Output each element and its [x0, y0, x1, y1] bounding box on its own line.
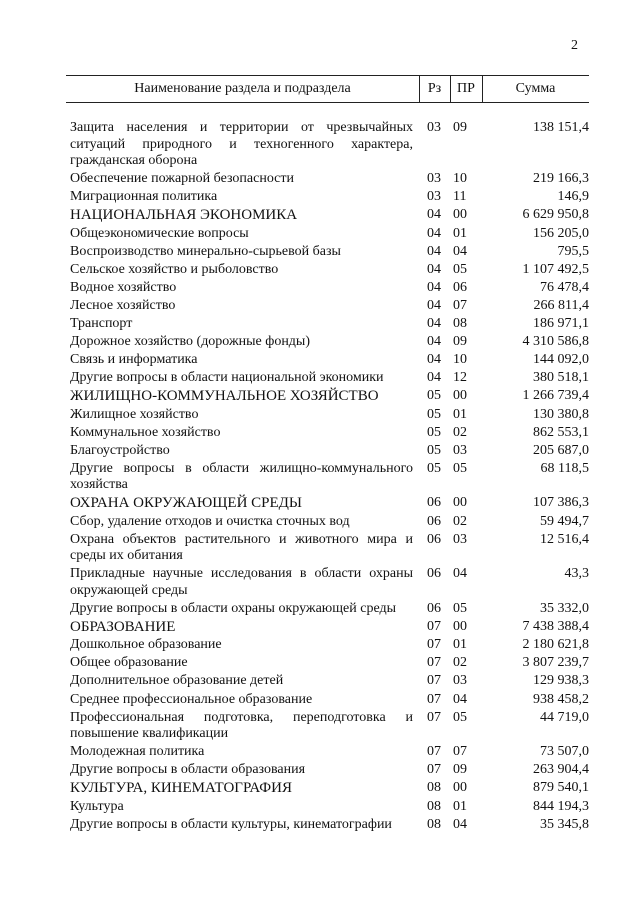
row-pr: 09 — [453, 334, 467, 350]
row-pr: 12 — [453, 370, 467, 386]
table-row — [66, 744, 589, 761]
table-body — [66, 120, 589, 833]
row-pr: 01 — [453, 225, 467, 241]
row-rz: 04 — [427, 297, 441, 313]
row-pr: 07 — [453, 297, 467, 313]
page-number: 2 — [571, 38, 578, 53]
row-sum: 35 345,8 — [540, 816, 589, 832]
table-row — [66, 171, 589, 188]
row-pr: 00 — [453, 207, 467, 223]
row-name: Обеспечение пожарной безопасности — [70, 171, 295, 187]
row-name: ЖИЛИЩНО-КОММУНАЛЬНОЕ ХОЗЯЙСТВО — [70, 388, 379, 405]
row-pr: 08 — [453, 316, 467, 332]
row-rz: 06 — [427, 513, 441, 529]
row-name: Культура — [70, 798, 124, 814]
table-row — [66, 425, 589, 442]
budget-table — [66, 75, 589, 835]
row-name: Связь и информатика — [70, 352, 198, 368]
row-rz: 04 — [427, 334, 441, 350]
row-pr: 03 — [453, 442, 467, 458]
row-name: Другие вопросы в области культуры, кинематографии — [70, 816, 392, 832]
row-name: Транспорт — [70, 316, 133, 332]
row-sum: 76 478,4 — [540, 279, 589, 295]
row-pr: 00 — [453, 388, 467, 404]
row-name: Сбор, удаление отходов и очистка сточных вод — [70, 513, 350, 529]
row-sum: 7 438 388,4 — [522, 619, 589, 635]
row-rz: 03 — [427, 189, 441, 205]
row-sum: 205 687,0 — [533, 442, 589, 458]
row-pr: 00 — [453, 780, 467, 796]
row-pr: 02 — [453, 513, 467, 529]
row-rz: 07 — [427, 673, 441, 689]
row-sum: 44 719,0 — [540, 709, 589, 725]
table-row — [66, 817, 589, 834]
row-name: Другие вопросы в области образования — [70, 762, 306, 778]
row-sum: 156 205,0 — [533, 225, 589, 241]
row-name: Водное хозяйство — [70, 279, 177, 295]
row-rz: 04 — [427, 243, 441, 259]
row-name: Охрана объектов растительного и животного мира и среды их обитания — [70, 531, 413, 564]
table-row — [66, 799, 589, 816]
row-rz: 08 — [427, 780, 441, 796]
row-sum: 73 507,0 — [540, 744, 589, 760]
row-pr: 04 — [453, 566, 467, 582]
row-sum: 68 118,5 — [540, 460, 589, 476]
row-sum: 12 516,4 — [540, 531, 589, 547]
table-row — [66, 673, 589, 690]
row-rz: 04 — [427, 225, 441, 241]
row-name: Воспроизводство минерально-сырьевой базы — [70, 243, 341, 259]
table-header — [66, 75, 589, 103]
row-pr: 10 — [453, 352, 467, 368]
row-rz: 06 — [427, 566, 441, 582]
table-row — [66, 226, 589, 243]
row-pr: 04 — [453, 243, 467, 259]
row-name: Миграционная политика — [70, 189, 218, 205]
table-row — [66, 189, 589, 206]
row-pr: 01 — [453, 637, 467, 653]
row-sum: 138 151,4 — [533, 120, 589, 135]
row-rz: 03 — [427, 171, 441, 187]
row-pr: 03 — [453, 531, 467, 547]
row-sum: 263 904,4 — [533, 762, 589, 778]
row-rz: 04 — [427, 261, 441, 277]
row-sum: 146,9 — [557, 189, 589, 205]
table-row — [66, 692, 589, 709]
row-sum: 186 971,1 — [533, 316, 589, 332]
row-sum: 862 553,1 — [533, 424, 589, 440]
table-row — [66, 280, 589, 297]
row-name: Сельское хозяйство и рыболовство — [70, 261, 279, 277]
row-pr: 05 — [453, 601, 467, 617]
row-sum: 844 194,3 — [533, 798, 589, 814]
row-sum: 130 380,8 — [533, 406, 589, 422]
row-name: Другие вопросы в области охраны окружающей среды — [70, 601, 396, 617]
row-name: Другие вопросы в области национальной экономики — [70, 370, 384, 386]
row-rz: 05 — [427, 388, 441, 404]
row-sum: 938 458,2 — [533, 691, 589, 707]
row-name: ОХРАНА ОКРУЖАЮЩЕЙ СРЕДЫ — [70, 495, 302, 512]
table-row — [66, 407, 589, 424]
row-sum: 795,5 — [557, 243, 589, 259]
row-sum: 6 629 950,8 — [522, 207, 589, 223]
header-sum: Сумма — [515, 81, 556, 96]
section-row — [66, 495, 589, 512]
row-name: Профессиональная подготовка, переподготовка и повышение квалификации — [70, 709, 413, 742]
row-rz: 04 — [427, 370, 441, 386]
row-name: Благоустройство — [70, 442, 170, 458]
table-row — [66, 298, 589, 315]
row-rz: 07 — [427, 709, 441, 725]
row-sum: 3 807 239,7 — [522, 655, 589, 671]
row-sum: 144 092,0 — [533, 352, 589, 368]
row-rz: 05 — [427, 460, 441, 476]
row-sum: 1 107 492,5 — [522, 261, 589, 277]
row-sum: 4 310 586,8 — [522, 334, 589, 350]
row-name: НАЦИОНАЛЬНАЯ ЭКОНОМИКА — [70, 207, 298, 224]
row-rz: 04 — [427, 352, 441, 368]
table-row — [66, 244, 589, 261]
row-rz: 07 — [427, 655, 441, 671]
row-name: Жилищное хозяйство — [70, 406, 199, 422]
table-row — [66, 601, 589, 618]
row-name: Другие вопросы в области жилищно-коммунального хозяйства — [70, 460, 413, 493]
row-pr: 03 — [453, 673, 467, 689]
row-name: Коммунальное хозяйство — [70, 424, 221, 440]
table-row — [66, 514, 589, 531]
table-row — [66, 370, 589, 387]
row-sum: 129 938,3 — [533, 673, 589, 689]
table-row — [66, 637, 589, 654]
row-pr: 06 — [453, 279, 467, 295]
row-rz: 06 — [427, 495, 441, 511]
row-rz: 03 — [427, 120, 441, 135]
row-rz: 04 — [427, 279, 441, 295]
row-rz: 05 — [427, 442, 441, 458]
row-pr: 01 — [453, 798, 467, 814]
row-pr: 05 — [453, 709, 467, 725]
row-sum: 35 332,0 — [540, 601, 589, 617]
row-name: Среднее профессиональное образование — [70, 691, 313, 707]
row-rz: 05 — [427, 406, 441, 422]
row-rz: 07 — [427, 762, 441, 778]
section-row — [66, 207, 589, 224]
row-sum: 59 494,7 — [540, 513, 589, 529]
row-sum: 219 166,3 — [533, 171, 589, 187]
row-name: Защита населения и территории от чрезвычайных ситуаций природного и техногенного характера, гражданская оборона — [70, 120, 413, 169]
row-rz: 07 — [427, 619, 441, 635]
row-sum: 266 811,4 — [533, 297, 589, 313]
row-pr: 10 — [453, 171, 467, 187]
table-row — [66, 762, 589, 779]
header-name: Наименование раздела и подраздела — [134, 81, 351, 96]
row-rz: 07 — [427, 637, 441, 653]
row-rz: 06 — [427, 531, 441, 547]
row-rz: 08 — [427, 798, 441, 814]
row-pr: 07 — [453, 744, 467, 760]
section-row — [66, 619, 589, 636]
header-pr: ПР — [457, 81, 475, 96]
row-pr: 02 — [453, 424, 467, 440]
table-row — [66, 120, 589, 170]
table-row — [66, 334, 589, 351]
row-rz: 07 — [427, 744, 441, 760]
row-sum: 879 540,1 — [533, 780, 589, 796]
table-row — [66, 461, 589, 494]
row-name: Общее образование — [70, 655, 188, 671]
row-sum: 380 518,1 — [533, 370, 589, 386]
row-pr: 09 — [453, 762, 467, 778]
row-sum: 1 266 739,4 — [522, 388, 589, 404]
row-rz: 08 — [427, 816, 441, 832]
table-row — [66, 443, 589, 460]
row-name: КУЛЬТУРА, КИНЕМАТОГРАФИЯ — [70, 780, 292, 797]
row-name: Молодежная политика — [70, 744, 205, 760]
row-rz: 04 — [427, 207, 441, 223]
row-name: Дошкольное образование — [70, 637, 222, 653]
row-pr: 05 — [453, 460, 467, 476]
row-pr: 00 — [453, 619, 467, 635]
table-row — [66, 352, 589, 369]
row-pr: 04 — [453, 691, 467, 707]
table-row — [66, 532, 589, 565]
header-rz: Рз — [427, 81, 442, 96]
row-pr: 04 — [453, 816, 467, 832]
table-row — [66, 262, 589, 279]
row-name: Лесное хозяйство — [70, 297, 176, 313]
row-pr: 00 — [453, 495, 467, 511]
row-pr: 05 — [453, 261, 467, 277]
table-row — [66, 710, 589, 743]
row-sum: 107 386,3 — [533, 495, 589, 511]
table-row — [66, 566, 589, 599]
row-name: Дополнительное образование детей — [70, 673, 284, 689]
row-pr: 02 — [453, 655, 467, 671]
row-name: Дорожное хозяйство (дорожные фонды) — [70, 334, 311, 350]
section-row — [66, 780, 589, 797]
row-pr: 11 — [453, 189, 467, 205]
row-pr: 09 — [453, 120, 467, 135]
row-rz: 06 — [427, 601, 441, 617]
row-name: ОБРАЗОВАНИЕ — [70, 619, 176, 636]
table-row — [66, 655, 589, 672]
table-row — [66, 316, 589, 333]
row-rz: 07 — [427, 691, 441, 707]
section-row — [66, 388, 589, 405]
row-sum: 43,3 — [564, 566, 589, 582]
row-rz: 05 — [427, 424, 441, 440]
row-pr: 01 — [453, 406, 467, 422]
row-name: Прикладные научные исследования в области охраны окружающей среды — [70, 566, 413, 598]
row-sum: 2 180 621,8 — [522, 637, 589, 653]
row-rz: 04 — [427, 316, 441, 332]
row-name: Общеэкономические вопросы — [70, 225, 249, 241]
